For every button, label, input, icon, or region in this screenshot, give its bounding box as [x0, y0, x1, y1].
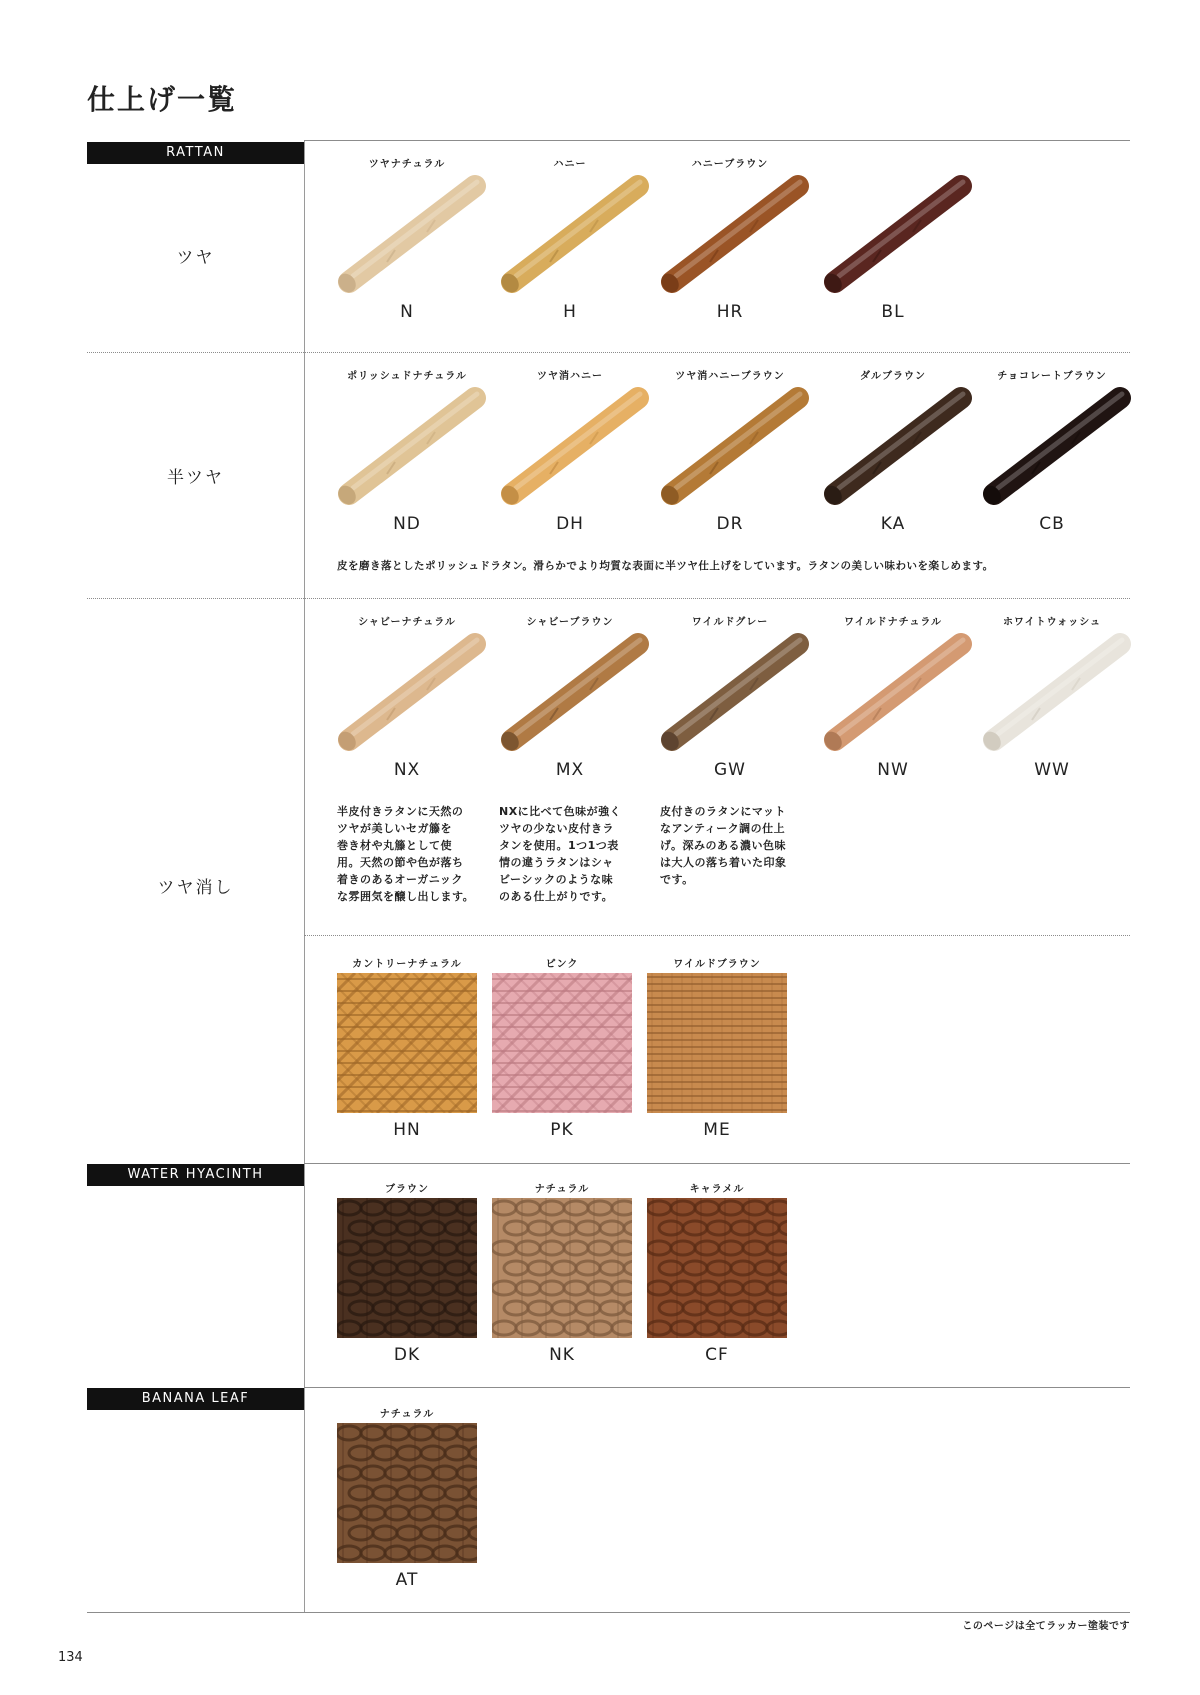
swatch-name: ダルブラウン [860, 371, 926, 382]
weave-texture-tile [647, 1198, 787, 1338]
han-tsuya-description: 皮を磨き落としたポリッシュドラタン。滑らかでより均質な表面に半ツヤ仕上げをしています。ラタンの美しい味わいを楽しめます。 [337, 560, 994, 572]
rod-shape [498, 394, 640, 508]
rattan-rod-swatch [327, 628, 487, 758]
swatch-name: ワイルドグレー [691, 617, 769, 628]
category-banana-leaf: BANANA LEAF [87, 1388, 304, 1410]
weave-pattern [337, 1423, 477, 1563]
swatch-code: CB [1039, 514, 1065, 534]
banana-leaf-top-rule [304, 1387, 1130, 1388]
rod-shape [335, 640, 477, 754]
weave-pattern [337, 973, 477, 1113]
description-gw [660, 803, 805, 888]
description-line: ツヤの少ない皮付きラ [499, 822, 614, 835]
swatch-name: ツヤナチュラル [368, 159, 446, 170]
swatch-code: GW [714, 760, 746, 780]
description-mx [499, 803, 644, 905]
rattan-rod-swatch [650, 628, 810, 758]
water-hyacinth-top-rule [304, 1163, 1130, 1164]
rattan-rod-swatch [972, 628, 1132, 758]
swatch-code: NK [549, 1345, 575, 1365]
swatch-name: ブラウン [385, 1184, 429, 1195]
swatch-name: ナチュラル [379, 1409, 435, 1420]
swatch-code: PK [550, 1120, 574, 1140]
rod-shape [658, 640, 800, 754]
divider-weaves [304, 935, 1130, 936]
weave-pattern [647, 1198, 787, 1338]
swatch-code: H [563, 302, 577, 322]
swatch-name: カントリーナチュラル [352, 959, 462, 970]
weave-texture-tile [492, 973, 632, 1113]
rattan-top-rule [304, 140, 1130, 141]
weave-texture-tile [337, 1423, 477, 1563]
swatch-code: BL [881, 302, 905, 322]
rod-shape [821, 640, 963, 754]
swatch-name: シャビーナチュラル [358, 617, 456, 628]
description-line: タンを使用。1つ1つ表 [499, 839, 619, 852]
category-water-hyacinth: WATER HYACINTH [87, 1164, 304, 1186]
swatch-name: ハニーブラウン [691, 159, 769, 170]
swatch-name: チョコレートブラウン [997, 371, 1107, 382]
page-number: 134 [58, 1650, 83, 1665]
rattan-rod-swatch [490, 170, 650, 300]
description-line: 巻き材や丸籐として使 [337, 839, 452, 852]
rattan-rod-swatch [650, 170, 810, 300]
description-line: なアンティーク調の仕上 [660, 822, 786, 835]
swatch-code: WW [1034, 760, 1070, 780]
swatch-code: ME [703, 1120, 731, 1140]
rod-shape [335, 182, 477, 296]
rod-shape [335, 394, 477, 508]
rattan-rod-swatch [490, 628, 650, 758]
weave-pattern [647, 973, 787, 1113]
rod-shape [821, 182, 963, 296]
swatch-code: CF [705, 1345, 729, 1365]
swatch-name: ナチュラル [534, 1184, 590, 1195]
description-line: は大人の落ち着いた印象 [660, 856, 787, 869]
weave-texture-tile [647, 973, 787, 1113]
swatch-code: NX [393, 760, 421, 780]
row-label-tsuya-keshi: ツヤ消し [157, 878, 234, 898]
description-line: 着きのあるオーガニック [337, 873, 463, 886]
swatch-name: ホワイトウォッシュ [1002, 617, 1102, 628]
swatch-name: ツヤ消ハニー [537, 371, 603, 382]
swatch-code: MX [555, 760, 585, 780]
description-line: です。 [660, 873, 694, 886]
rod-shape [980, 640, 1122, 754]
swatch-code: NW [877, 760, 909, 780]
description-line: 情の違うラタンはシャ [499, 856, 614, 869]
rod-shape [498, 182, 640, 296]
swatch-code: AT [395, 1570, 419, 1590]
description-line: 用。天然の節や色が落ち [337, 856, 464, 869]
swatch-name: キャラメル [689, 1184, 745, 1195]
weave-texture-tile [337, 973, 477, 1113]
rattan-rod-swatch [972, 382, 1132, 512]
swatch-code: ND [393, 514, 421, 534]
description-line: ビーシックのような味 [499, 873, 614, 886]
swatch-code: N [400, 302, 414, 322]
rod-shape [498, 640, 640, 754]
swatch-code: DK [393, 1345, 421, 1365]
rattan-rod-swatch [327, 170, 487, 300]
divider-han-tsuya [87, 598, 1130, 599]
description-line: 半皮付きラタンに天然の [337, 805, 464, 818]
rod-shape [658, 182, 800, 296]
description-line: な雰囲気を醸し出します。 [337, 890, 475, 903]
category-rattan: RATTAN [87, 142, 304, 164]
description-line: NXに比べて色味が強く [499, 805, 622, 818]
weave-pattern [492, 1198, 632, 1338]
rattan-rod-swatch [813, 628, 973, 758]
row-label-tsuya: ツヤ [176, 248, 215, 268]
weave-texture-tile [337, 1198, 477, 1338]
description-line: げ。深みのある濃い色味 [660, 839, 787, 852]
page-title: 仕上げ一覧 [87, 83, 238, 116]
bottom-rule [87, 1612, 1130, 1613]
rod-shape [658, 394, 800, 508]
swatch-name: ワイルドナチュラル [843, 617, 943, 628]
description-line: ツヤが美しいセガ籐を [337, 822, 452, 835]
rod-shape [821, 394, 963, 508]
swatch-code: KA [880, 514, 906, 534]
swatch-code: DR [716, 514, 744, 534]
swatch-name: シャビーブラウン [526, 617, 614, 628]
divider-tsuya [87, 352, 1130, 353]
swatch-name: ポリッシュドナチュラル [347, 371, 467, 382]
footer-note: このページは全てラッカー塗装です [962, 1621, 1130, 1632]
rattan-rod-swatch [327, 382, 487, 512]
rattan-rod-swatch [813, 382, 973, 512]
rattan-rod-swatch [490, 382, 650, 512]
swatch-code: HR [716, 302, 744, 322]
weave-pattern [337, 1198, 477, 1338]
swatch-name: ツヤ消ハニーブラウン [675, 371, 785, 382]
rod-shape [980, 394, 1122, 508]
description-line: のある仕上がりです。 [499, 890, 614, 903]
weave-pattern [492, 973, 632, 1113]
column-divider [304, 140, 305, 1612]
description-line: 皮付きのラタンにマット [660, 805, 786, 818]
rattan-rod-swatch [650, 382, 810, 512]
swatch-code: HN [393, 1120, 421, 1140]
rattan-rod-swatch [813, 170, 973, 300]
description-nx [337, 803, 482, 905]
swatch-name: ピンク [545, 959, 579, 970]
weave-texture-tile [492, 1198, 632, 1338]
row-label-han-tsuya: 半ツヤ [167, 468, 224, 488]
swatch-name: ハニー [553, 159, 587, 170]
swatch-code: DH [556, 514, 584, 534]
swatch-name: ワイルドブラウン [673, 959, 761, 970]
